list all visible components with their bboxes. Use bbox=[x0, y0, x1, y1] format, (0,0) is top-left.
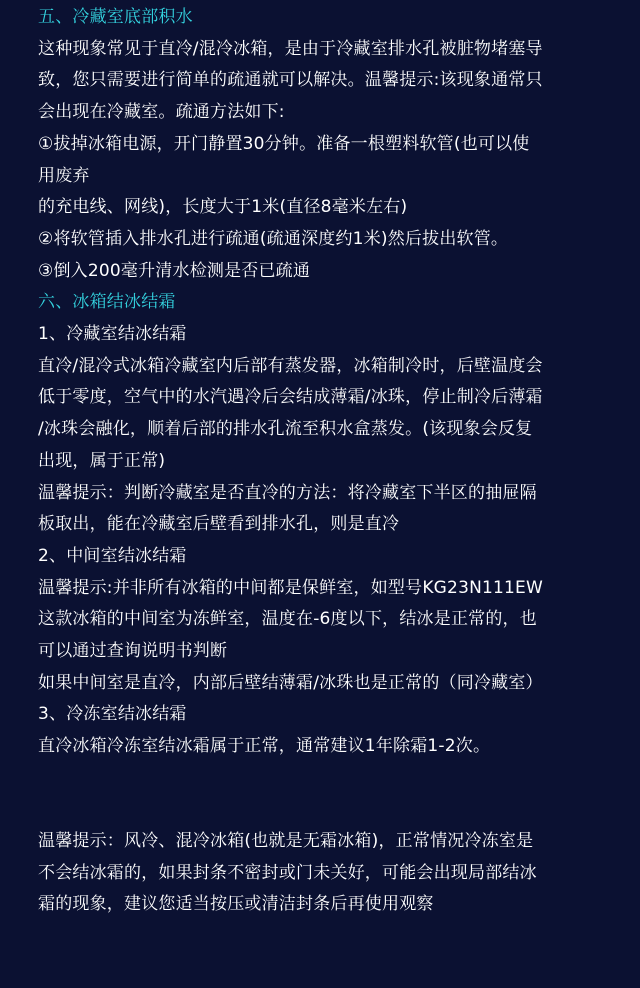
subsection-1-heading: 1、冷藏室结冰结霜 bbox=[38, 324, 187, 345]
tip-line-2: 不会结冰霜的，如果封条不密封或门未关好，可能会出现局部结冰 bbox=[38, 862, 537, 883]
subsection-3-heading: 3、冷冻室结冰结霜 bbox=[38, 704, 187, 725]
tip-line-1: 温馨提示：风冷、混冷冰箱(也就是无霜冰箱)，正常情况冷冻室是 bbox=[38, 830, 534, 851]
section-5-step-1-cont-2: 的充电线、网线)，长度大于1米(直径8毫米左右) bbox=[38, 197, 408, 218]
section-5-step-3: ③倒入200毫升清水检测是否已疏通 bbox=[38, 260, 311, 281]
section-6-heading: 六、冰箱结冰结霜 bbox=[38, 292, 176, 313]
subsection-2-line-4: 如果中间室是直冷，内部后壁结薄霜/冰珠也是正常的（同冷藏室） bbox=[38, 672, 543, 693]
section-5-heading: 五、冷藏室底部积水 bbox=[38, 7, 193, 27]
subsection-1-tip-1: 温馨提示：判断冷藏室是否直冷的方法：将冷藏室下半区的抽屉隔 bbox=[38, 482, 537, 503]
subsection-1-line-4: 出现，属于正常) bbox=[38, 450, 166, 471]
section-5-line-1: 这种现象常见于直冷/混冷冰箱，是由于冷藏室排水孔被脏物堵塞导 bbox=[38, 38, 543, 59]
tip-line-3: 霜的现象，建议您适当按压或清洁封条后再使用观察 bbox=[38, 894, 434, 915]
spacer bbox=[38, 763, 602, 826]
section-5-step-1: ①拔掉冰箱电源，开门静置30分钟。准备一根塑料软管(也可以使 bbox=[38, 133, 530, 154]
subsection-1-line-1: 直冷/混冷式冰箱冷藏室内后部有蒸发器，冰箱制冷时，后壁温度会 bbox=[38, 355, 543, 376]
section-5-step-1-cont: 用废弃 bbox=[38, 165, 90, 186]
subsection-3-line-1: 直冷冰箱冷冻室结冰霜属于正常，通常建议1年除霜1-2次。 bbox=[38, 736, 491, 757]
subsection-1-tip-2: 板取出，能在冷藏室后壁看到排水孔，则是直冷 bbox=[38, 514, 400, 535]
subsection-2-heading: 2、中间室结冰结霜 bbox=[38, 545, 187, 566]
subsection-2-line-1: 温馨提示:并非所有冰箱的中间都是保鲜室，如型号KG23N111EW bbox=[38, 577, 543, 598]
subsection-2-line-3: 可以通过查询说明书判断 bbox=[38, 641, 228, 662]
section-5-line-3: 会出现在冷藏室。疏通方法如下: bbox=[38, 102, 285, 123]
section-5-step-2: ②将软管插入排水孔进行疏通(疏通深度约1米)然后拔出软管。 bbox=[38, 228, 509, 249]
subsection-2-line-2: 这款冰箱的中间室为冻鲜室，温度在-6度以下，结冰是正常的，也 bbox=[38, 609, 537, 630]
section-5-line-2: 致，您只需要进行简单的疏通就可以解决。温馨提示:该现象通常只 bbox=[38, 70, 543, 91]
subsection-1-line-3: /冰珠会融化，顺着后部的排水孔流至积水盒蒸发。(该现象会反复 bbox=[38, 419, 533, 440]
subsection-1-line-2: 低于零度，空气中的水汽遇冷后会结成薄霜/冰珠，停止制冷后薄霜 bbox=[38, 387, 543, 408]
